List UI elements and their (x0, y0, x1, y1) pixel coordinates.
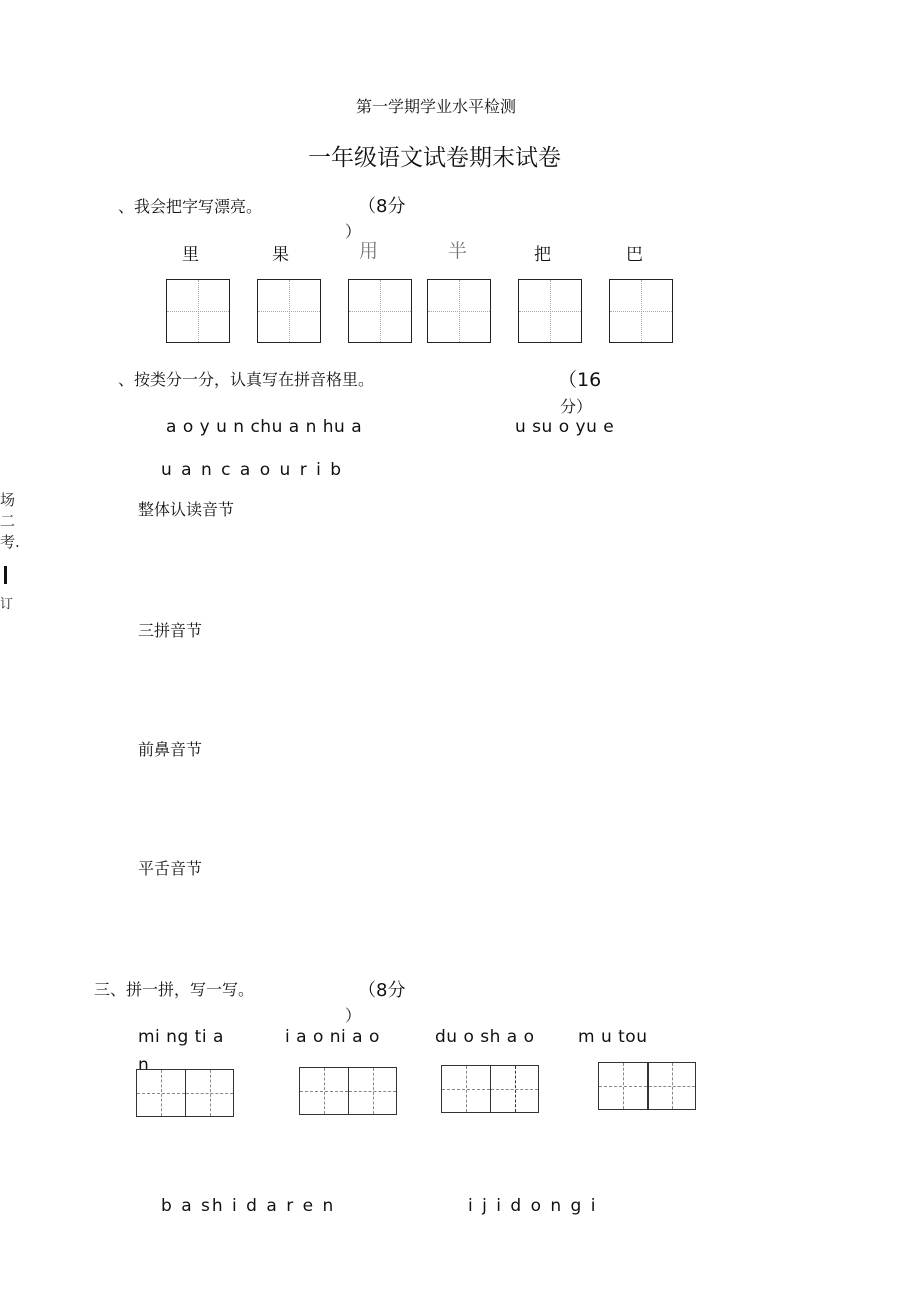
section2-score: （16 (558, 369, 602, 391)
margin-text-2: 二 (0, 512, 16, 530)
char-label: 半 (448, 240, 468, 262)
pinyin-row: u su o yu e (515, 417, 615, 437)
category-label: 整体认读音节 (138, 500, 235, 519)
category-label: 平舌音节 (138, 859, 203, 878)
section2-prompt: 、按类分一分，认真写在拼音格里。 (118, 370, 375, 389)
margin-text-1: 场 (0, 491, 16, 509)
pinyin-word: du o sh a o (435, 1027, 535, 1047)
writing-grid[interactable] (598, 1062, 696, 1110)
char-label: 用 (359, 240, 379, 262)
grid-cell[interactable] (442, 1066, 490, 1112)
exam-subtitle: 第一学期学业水平检测 (356, 97, 517, 116)
section1-prompt: 、我会把字写漂亮。 (118, 197, 263, 216)
section1-score: （8分 (358, 196, 406, 217)
grid-cell[interactable] (300, 1068, 348, 1114)
char-label: 里 (182, 245, 199, 265)
writing-box[interactable] (166, 279, 230, 343)
pinyin-word-wrap: n (138, 1055, 150, 1075)
section1-score-close: ） (345, 222, 362, 241)
writing-grid[interactable] (136, 1069, 234, 1117)
pinyin-row: u a n c a o u r i b (161, 460, 344, 480)
writing-grid[interactable] (441, 1065, 539, 1113)
writing-grid[interactable] (299, 1067, 397, 1115)
grid-cell[interactable] (490, 1066, 538, 1112)
exam-title: 一年级语文试卷期末试卷 (308, 145, 561, 171)
grid-cell[interactable] (137, 1070, 185, 1116)
pinyin-word: mi ng ti a (138, 1027, 224, 1047)
char-label: 巴 (626, 245, 643, 265)
writing-box[interactable] (427, 279, 491, 343)
writing-box[interactable] (257, 279, 321, 343)
section3-score: （8分 (358, 980, 406, 1001)
margin-text-3: 考. (0, 533, 20, 551)
category-label: 前鼻音节 (138, 740, 203, 759)
pinyin-word: m u tou (578, 1027, 648, 1047)
pinyin-row: a o y u n chu a n hu a (166, 417, 363, 437)
grid-cell[interactable] (348, 1068, 396, 1114)
margin-text-4: 订 (0, 597, 14, 612)
category-label: 三拼音节 (138, 621, 203, 640)
grid-cell[interactable] (599, 1063, 647, 1109)
char-label: 把 (534, 245, 551, 265)
char-label: 果 (272, 245, 289, 265)
writing-box[interactable] (609, 279, 673, 343)
writing-box[interactable] (348, 279, 412, 343)
section2-score-close: 分） (560, 397, 593, 416)
writing-box[interactable] (518, 279, 582, 343)
pinyin-row: i j i d o n g i (468, 1196, 598, 1216)
pinyin-word: i a o ni a o (285, 1027, 380, 1047)
section3-score-close: ） (345, 1006, 362, 1025)
binding-mark (4, 566, 7, 584)
grid-cell[interactable] (647, 1063, 695, 1109)
grid-cell[interactable] (185, 1070, 233, 1116)
pinyin-row: b a sh i d a r e n (161, 1196, 336, 1216)
section3-prompt: 三、拼一拼，写一写。 (94, 980, 255, 999)
